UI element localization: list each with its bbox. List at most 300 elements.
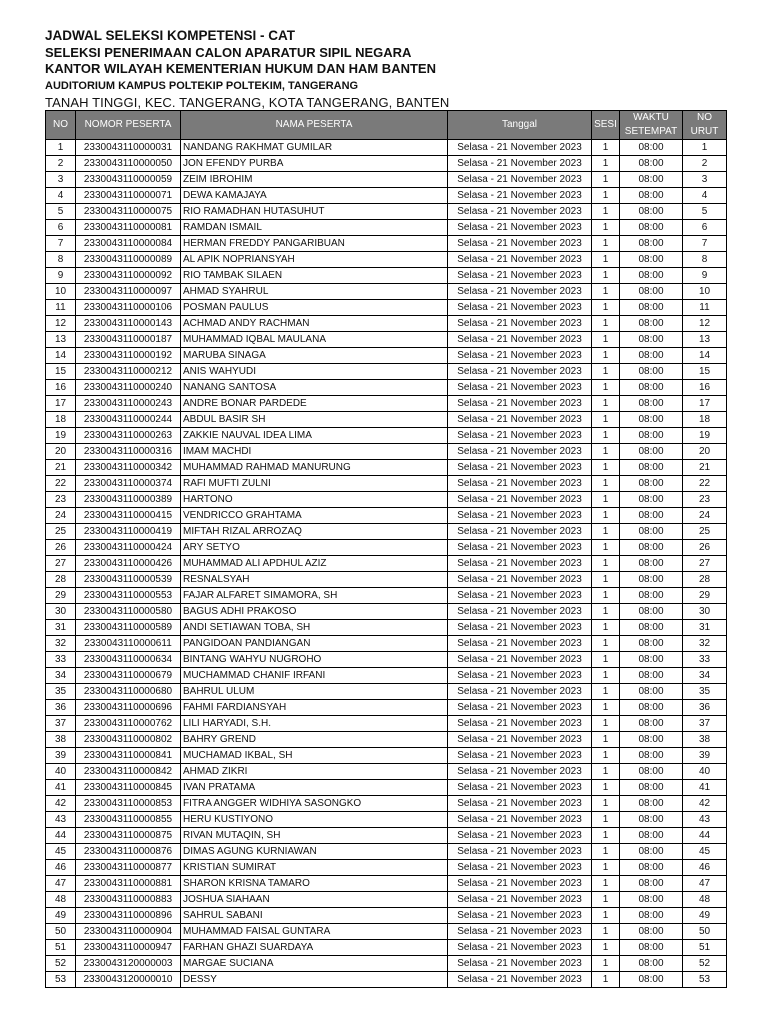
- cell-no: 12: [46, 316, 76, 332]
- cell-tanggal: Selasa - 21 November 2023: [448, 172, 592, 188]
- cell-nama-peserta: BINTANG WAHYU NUGROHO: [181, 652, 448, 668]
- cell-no: 11: [46, 300, 76, 316]
- cell-no: 39: [46, 748, 76, 764]
- cell-nama-peserta: HARTONO: [181, 492, 448, 508]
- cell-sesi: 1: [592, 188, 620, 204]
- cell-nama-peserta: BAHRUL ULUM: [181, 684, 448, 700]
- cell-nomor-peserta: 2330043110000050: [76, 156, 181, 172]
- cell-tanggal: Selasa - 21 November 2023: [448, 652, 592, 668]
- cell-no-urut: 3: [683, 172, 727, 188]
- col-urut-line1: NO: [697, 112, 712, 123]
- cell-tanggal: Selasa - 21 November 2023: [448, 540, 592, 556]
- cell-nomor-peserta: 2330043110000802: [76, 732, 181, 748]
- cell-nama-peserta: MUCHAMAD IKBAL, SH: [181, 748, 448, 764]
- cell-no-urut: 39: [683, 748, 727, 764]
- cell-nomor-peserta: 2330043110000883: [76, 892, 181, 908]
- cell-sesi: 1: [592, 908, 620, 924]
- cell-nama-peserta: FAJAR ALFARET SIMAMORA, SH: [181, 588, 448, 604]
- cell-sesi: 1: [592, 284, 620, 300]
- table-row: [46, 460, 727, 476]
- cell-nomor-peserta: 2330043110000092: [76, 268, 181, 284]
- cell-no: 50: [46, 924, 76, 940]
- cell-tanggal: Selasa - 21 November 2023: [448, 812, 592, 828]
- cell-nama-peserta: POSMAN PAULUS: [181, 300, 448, 316]
- cell-sesi: 1: [592, 572, 620, 588]
- cell-nama-peserta: ACHMAD ANDY RACHMAN: [181, 316, 448, 332]
- cell-sesi: 1: [592, 428, 620, 444]
- cell-tanggal: Selasa - 21 November 2023: [448, 764, 592, 780]
- cell-waktu: 08:00: [620, 812, 683, 828]
- cell-no: 44: [46, 828, 76, 844]
- cell-no-urut: 28: [683, 572, 727, 588]
- col-no-urut: [683, 111, 727, 140]
- cell-no-urut: 9: [683, 268, 727, 284]
- table-row: [46, 524, 727, 540]
- cell-no-urut: 53: [683, 972, 727, 988]
- cell-nomor-peserta: 2330043110000143: [76, 316, 181, 332]
- cell-no: 30: [46, 604, 76, 620]
- cell-nomor-peserta: 2330043110000679: [76, 668, 181, 684]
- cell-nama-peserta: RAFI MUFTI ZULNI: [181, 476, 448, 492]
- table-row: [46, 300, 727, 316]
- cell-tanggal: Selasa - 21 November 2023: [448, 908, 592, 924]
- cell-waktu: 08:00: [620, 492, 683, 508]
- cell-nomor-peserta: 2330043110000342: [76, 460, 181, 476]
- col-sesi: SESI: [592, 111, 620, 140]
- cell-no: 14: [46, 348, 76, 364]
- cell-nomor-peserta: 2330043120000003: [76, 956, 181, 972]
- cell-no-urut: 49: [683, 908, 727, 924]
- cell-nomor-peserta: 2330043110000875: [76, 828, 181, 844]
- table-row: [46, 540, 727, 556]
- cell-sesi: 1: [592, 764, 620, 780]
- cell-no: 3: [46, 172, 76, 188]
- table-row: [46, 588, 727, 604]
- cell-waktu: 08:00: [620, 908, 683, 924]
- cell-waktu: 08:00: [620, 924, 683, 940]
- table-row: [46, 844, 727, 860]
- cell-tanggal: Selasa - 21 November 2023: [448, 876, 592, 892]
- cell-no: 1: [46, 140, 76, 156]
- cell-no: 7: [46, 236, 76, 252]
- cell-no: 36: [46, 700, 76, 716]
- cell-no: 25: [46, 524, 76, 540]
- cell-no: 53: [46, 972, 76, 988]
- cell-waktu: 08:00: [620, 188, 683, 204]
- table-row: [46, 780, 727, 796]
- table-row: [46, 892, 727, 908]
- col-nama-peserta: NAMA PESERTA: [181, 111, 448, 140]
- cell-no: 42: [46, 796, 76, 812]
- cell-no-urut: 11: [683, 300, 727, 316]
- cell-nomor-peserta: 2330043110000081: [76, 220, 181, 236]
- cell-nama-peserta: KRISTIAN SUMIRAT: [181, 860, 448, 876]
- cell-nomor-peserta: 2330043110000904: [76, 924, 181, 940]
- cell-no: 19: [46, 428, 76, 444]
- col-tanggal: Tanggal: [448, 111, 592, 140]
- cell-waktu: 08:00: [620, 652, 683, 668]
- table-row: [46, 396, 727, 412]
- cell-waktu: 08:00: [620, 220, 683, 236]
- cell-no: 35: [46, 684, 76, 700]
- table-row: [46, 860, 727, 876]
- cell-nomor-peserta: 2330043110000316: [76, 444, 181, 460]
- cell-tanggal: Selasa - 21 November 2023: [448, 524, 592, 540]
- schedule-table: [45, 110, 727, 988]
- cell-nama-peserta: LILI HARYADI, S.H.: [181, 716, 448, 732]
- cell-no: 52: [46, 956, 76, 972]
- cell-tanggal: Selasa - 21 November 2023: [448, 300, 592, 316]
- cell-nama-peserta: MUHAMMAD FAISAL GUNTARA: [181, 924, 448, 940]
- cell-nomor-peserta: 2330043110000244: [76, 412, 181, 428]
- cell-waktu: 08:00: [620, 268, 683, 284]
- col-waktu-setempat: [620, 111, 683, 140]
- cell-nama-peserta: RIVAN MUTAQIN, SH: [181, 828, 448, 844]
- cell-nama-peserta: FARHAN GHAZI SUARDAYA: [181, 940, 448, 956]
- cell-no: 32: [46, 636, 76, 652]
- cell-nomor-peserta: 2330043110000426: [76, 556, 181, 572]
- cell-no: 8: [46, 252, 76, 268]
- cell-sesi: 1: [592, 556, 620, 572]
- cell-waktu: 08:00: [620, 588, 683, 604]
- cell-tanggal: Selasa - 21 November 2023: [448, 732, 592, 748]
- cell-nama-peserta: RIO RAMADHAN HUTASUHUT: [181, 204, 448, 220]
- cell-tanggal: Selasa - 21 November 2023: [448, 348, 592, 364]
- cell-no-urut: 30: [683, 604, 727, 620]
- cell-sesi: 1: [592, 524, 620, 540]
- cell-nomor-peserta: 2330043110000855: [76, 812, 181, 828]
- cell-waktu: 08:00: [620, 540, 683, 556]
- cell-sesi: 1: [592, 636, 620, 652]
- cell-nomor-peserta: 2330043110000845: [76, 780, 181, 796]
- cell-sesi: 1: [592, 812, 620, 828]
- cell-tanggal: Selasa - 21 November 2023: [448, 972, 592, 988]
- table-row: [46, 956, 727, 972]
- document-header: [45, 28, 745, 111]
- cell-waktu: 08:00: [620, 508, 683, 524]
- cell-nama-peserta: MUHAMMAD IQBAL MAULANA: [181, 332, 448, 348]
- cell-no: 20: [46, 444, 76, 460]
- cell-no: 21: [46, 460, 76, 476]
- cell-sesi: 1: [592, 732, 620, 748]
- cell-nomor-peserta: 2330043110000192: [76, 348, 181, 364]
- cell-sesi: 1: [592, 476, 620, 492]
- cell-nomor-peserta: 2330043110000881: [76, 876, 181, 892]
- cell-sesi: 1: [592, 924, 620, 940]
- cell-no-urut: 23: [683, 492, 727, 508]
- cell-nomor-peserta: 2330043110000876: [76, 844, 181, 860]
- cell-nomor-peserta: 2330043110000243: [76, 396, 181, 412]
- cell-nama-peserta: AHMAD SYAHRUL: [181, 284, 448, 300]
- table-row: [46, 508, 727, 524]
- cell-no: 26: [46, 540, 76, 556]
- table-row: [46, 204, 727, 220]
- cell-nama-peserta: FITRA ANGGER WIDHIYA SASONGKO: [181, 796, 448, 812]
- cell-tanggal: Selasa - 21 November 2023: [448, 892, 592, 908]
- cell-no: 28: [46, 572, 76, 588]
- cell-no-urut: 50: [683, 924, 727, 940]
- table-row: [46, 332, 727, 348]
- cell-tanggal: Selasa - 21 November 2023: [448, 700, 592, 716]
- cell-no-urut: 33: [683, 652, 727, 668]
- cell-tanggal: Selasa - 21 November 2023: [448, 556, 592, 572]
- cell-no: 2: [46, 156, 76, 172]
- cell-waktu: 08:00: [620, 236, 683, 252]
- cell-nama-peserta: NANANG SANTOSA: [181, 380, 448, 396]
- cell-waktu: 08:00: [620, 620, 683, 636]
- cell-nomor-peserta: 2330043110000580: [76, 604, 181, 620]
- table-row: [46, 316, 727, 332]
- cell-nama-peserta: IMAM MACHDI: [181, 444, 448, 460]
- table-row: [46, 636, 727, 652]
- cell-tanggal: Selasa - 21 November 2023: [448, 188, 592, 204]
- table-row: [46, 828, 727, 844]
- table-row: [46, 252, 727, 268]
- cell-no: 43: [46, 812, 76, 828]
- cell-no-urut: 20: [683, 444, 727, 460]
- cell-nomor-peserta: 2330043110000089: [76, 252, 181, 268]
- cell-nomor-peserta: 2330043110000842: [76, 764, 181, 780]
- cell-nomor-peserta: 2330043110000187: [76, 332, 181, 348]
- table-row: [46, 748, 727, 764]
- cell-no: 5: [46, 204, 76, 220]
- cell-tanggal: Selasa - 21 November 2023: [448, 716, 592, 732]
- cell-nama-peserta: MUCHAMMAD CHANIF IRFANI: [181, 668, 448, 684]
- table-row: [46, 908, 727, 924]
- cell-sesi: 1: [592, 956, 620, 972]
- cell-no-urut: 32: [683, 636, 727, 652]
- col-urut-line2: URUT: [690, 126, 719, 137]
- table-row: [46, 364, 727, 380]
- cell-no-urut: 52: [683, 956, 727, 972]
- cell-waktu: 08:00: [620, 476, 683, 492]
- cell-tanggal: Selasa - 21 November 2023: [448, 508, 592, 524]
- cell-tanggal: Selasa - 21 November 2023: [448, 220, 592, 236]
- cell-no-urut: 43: [683, 812, 727, 828]
- cell-waktu: 08:00: [620, 972, 683, 988]
- cell-nomor-peserta: 2330043110000539: [76, 572, 181, 588]
- table-row: [46, 268, 727, 284]
- cell-no: 45: [46, 844, 76, 860]
- cell-no: 24: [46, 508, 76, 524]
- cell-no: 38: [46, 732, 76, 748]
- cell-nomor-peserta: 2330043110000106: [76, 300, 181, 316]
- cell-waktu: 08:00: [620, 572, 683, 588]
- cell-no-urut: 24: [683, 508, 727, 524]
- cell-no-urut: 45: [683, 844, 727, 860]
- table-row: [46, 700, 727, 716]
- cell-nama-peserta: MUHAMMAD RAHMAD MANURUNG: [181, 460, 448, 476]
- cell-no: 10: [46, 284, 76, 300]
- cell-nomor-peserta: 2330043110000389: [76, 492, 181, 508]
- cell-nomor-peserta: 2330043120000010: [76, 972, 181, 988]
- cell-waktu: 08:00: [620, 892, 683, 908]
- cell-tanggal: Selasa - 21 November 2023: [448, 588, 592, 604]
- cell-waktu: 08:00: [620, 204, 683, 220]
- cell-no-urut: 48: [683, 892, 727, 908]
- cell-nomor-peserta: 2330043110000031: [76, 140, 181, 156]
- cell-no-urut: 29: [683, 588, 727, 604]
- cell-waktu: 08:00: [620, 668, 683, 684]
- table-row: [46, 156, 727, 172]
- cell-waktu: 08:00: [620, 956, 683, 972]
- cell-sesi: 1: [592, 492, 620, 508]
- cell-nama-peserta: NANDANG RAKHMAT GUMILAR: [181, 140, 448, 156]
- cell-nama-peserta: ZEIM IBROHIM: [181, 172, 448, 188]
- cell-nomor-peserta: 2330043110000877: [76, 860, 181, 876]
- cell-waktu: 08:00: [620, 284, 683, 300]
- cell-nomor-peserta: 2330043110000762: [76, 716, 181, 732]
- cell-nama-peserta: ANDRE BONAR PARDEDE: [181, 396, 448, 412]
- cell-nama-peserta: BAGUS ADHI PRAKOSO: [181, 604, 448, 620]
- cell-nomor-peserta: 2330043110000415: [76, 508, 181, 524]
- cell-sesi: 1: [592, 140, 620, 156]
- table-row: [46, 812, 727, 828]
- cell-sesi: 1: [592, 844, 620, 860]
- table-row: [46, 236, 727, 252]
- table-row: [46, 876, 727, 892]
- table-row: [46, 716, 727, 732]
- cell-no-urut: 38: [683, 732, 727, 748]
- cell-sesi: 1: [592, 700, 620, 716]
- header-address: TANAH TINGGI, KEC. TANGERANG, KOTA TANGERANG, BANTEN: [45, 94, 450, 110]
- cell-tanggal: Selasa - 21 November 2023: [448, 492, 592, 508]
- cell-nama-peserta: ABDUL BASIR SH: [181, 412, 448, 428]
- cell-sesi: 1: [592, 780, 620, 796]
- cell-no-urut: 6: [683, 220, 727, 236]
- cell-no: 34: [46, 668, 76, 684]
- table-row: [46, 972, 727, 988]
- cell-no-urut: 16: [683, 380, 727, 396]
- cell-no: 37: [46, 716, 76, 732]
- table-row: [46, 764, 727, 780]
- cell-nama-peserta: MIFTAH RIZAL ARROZAQ: [181, 524, 448, 540]
- cell-tanggal: Selasa - 21 November 2023: [448, 828, 592, 844]
- cell-nomor-peserta: 2330043110000553: [76, 588, 181, 604]
- cell-tanggal: Selasa - 21 November 2023: [448, 860, 592, 876]
- cell-waktu: 08:00: [620, 604, 683, 620]
- cell-sesi: 1: [592, 892, 620, 908]
- cell-nomor-peserta: 2330043110000059: [76, 172, 181, 188]
- cell-waktu: 08:00: [620, 684, 683, 700]
- cell-nomor-peserta: 2330043110000680: [76, 684, 181, 700]
- cell-nama-peserta: AHMAD ZIKRI: [181, 764, 448, 780]
- cell-nomor-peserta: 2330043110000240: [76, 380, 181, 396]
- cell-nama-peserta: DESSY: [181, 972, 448, 988]
- cell-tanggal: Selasa - 21 November 2023: [448, 572, 592, 588]
- cell-nama-peserta: RAMDAN ISMAIL: [181, 220, 448, 236]
- cell-tanggal: Selasa - 21 November 2023: [448, 428, 592, 444]
- cell-waktu: 08:00: [620, 844, 683, 860]
- cell-nama-peserta: FAHMI FARDIANSYAH: [181, 700, 448, 716]
- col-waktu-line1: WAKTU: [633, 112, 669, 123]
- cell-sesi: 1: [592, 508, 620, 524]
- table-row: [46, 284, 727, 300]
- cell-sesi: 1: [592, 380, 620, 396]
- table-row: [46, 348, 727, 364]
- cell-no: 13: [46, 332, 76, 348]
- cell-no-urut: 34: [683, 668, 727, 684]
- cell-nomor-peserta: 2330043110000611: [76, 636, 181, 652]
- cell-waktu: 08:00: [620, 940, 683, 956]
- cell-tanggal: Selasa - 21 November 2023: [448, 844, 592, 860]
- cell-sesi: 1: [592, 604, 620, 620]
- cell-no-urut: 14: [683, 348, 727, 364]
- cell-nama-peserta: IVAN PRATAMA: [181, 780, 448, 796]
- cell-waktu: 08:00: [620, 700, 683, 716]
- cell-no: 46: [46, 860, 76, 876]
- header-title: JADWAL SELEKSI KOMPETENSI - CAT: [45, 28, 296, 43]
- cell-nama-peserta: DIMAS AGUNG KURNIAWAN: [181, 844, 448, 860]
- cell-no: 16: [46, 380, 76, 396]
- cell-tanggal: Selasa - 21 November 2023: [448, 604, 592, 620]
- cell-nomor-peserta: 2330043110000841: [76, 748, 181, 764]
- cell-sesi: 1: [592, 668, 620, 684]
- cell-no-urut: 7: [683, 236, 727, 252]
- cell-sesi: 1: [592, 716, 620, 732]
- table-body: [46, 140, 727, 988]
- cell-nama-peserta: ANIS WAHYUDI: [181, 364, 448, 380]
- cell-sesi: 1: [592, 268, 620, 284]
- cell-no: 15: [46, 364, 76, 380]
- cell-nama-peserta: DEWA KAMAJAYA: [181, 188, 448, 204]
- cell-nomor-peserta: 2330043110000263: [76, 428, 181, 444]
- cell-nomor-peserta: 2330043110000589: [76, 620, 181, 636]
- cell-no-urut: 10: [683, 284, 727, 300]
- cell-sesi: 1: [592, 396, 620, 412]
- cell-sesi: 1: [592, 748, 620, 764]
- cell-waktu: 08:00: [620, 444, 683, 460]
- cell-waktu: 08:00: [620, 140, 683, 156]
- col-waktu-line2: SETEMPAT: [624, 126, 678, 137]
- cell-sesi: 1: [592, 364, 620, 380]
- cell-sesi: 1: [592, 860, 620, 876]
- cell-tanggal: Selasa - 21 November 2023: [448, 780, 592, 796]
- cell-waktu: 08:00: [620, 428, 683, 444]
- cell-no-urut: 15: [683, 364, 727, 380]
- cell-no-urut: 26: [683, 540, 727, 556]
- cell-no-urut: 8: [683, 252, 727, 268]
- cell-no: 51: [46, 940, 76, 956]
- cell-waktu: 08:00: [620, 524, 683, 540]
- table-row: [46, 412, 727, 428]
- cell-waktu: 08:00: [620, 396, 683, 412]
- table-row: [46, 924, 727, 940]
- cell-waktu: 08:00: [620, 796, 683, 812]
- cell-waktu: 08:00: [620, 876, 683, 892]
- cell-waktu: 08:00: [620, 348, 683, 364]
- cell-tanggal: Selasa - 21 November 2023: [448, 924, 592, 940]
- cell-no-urut: 47: [683, 876, 727, 892]
- table-row: [46, 172, 727, 188]
- table-row: [46, 620, 727, 636]
- cell-nama-peserta: JOSHUA SIAHAAN: [181, 892, 448, 908]
- col-no: NO: [46, 111, 76, 140]
- table-row: [46, 684, 727, 700]
- cell-tanggal: Selasa - 21 November 2023: [448, 316, 592, 332]
- cell-sesi: 1: [592, 252, 620, 268]
- cell-waktu: 08:00: [620, 748, 683, 764]
- cell-sesi: 1: [592, 460, 620, 476]
- table-row: [46, 652, 727, 668]
- cell-sesi: 1: [592, 316, 620, 332]
- cell-tanggal: Selasa - 21 November 2023: [448, 636, 592, 652]
- cell-nama-peserta: BAHRY GREND: [181, 732, 448, 748]
- table-header-row: [46, 111, 727, 140]
- cell-waktu: 08:00: [620, 332, 683, 348]
- cell-no: 6: [46, 220, 76, 236]
- cell-waktu: 08:00: [620, 764, 683, 780]
